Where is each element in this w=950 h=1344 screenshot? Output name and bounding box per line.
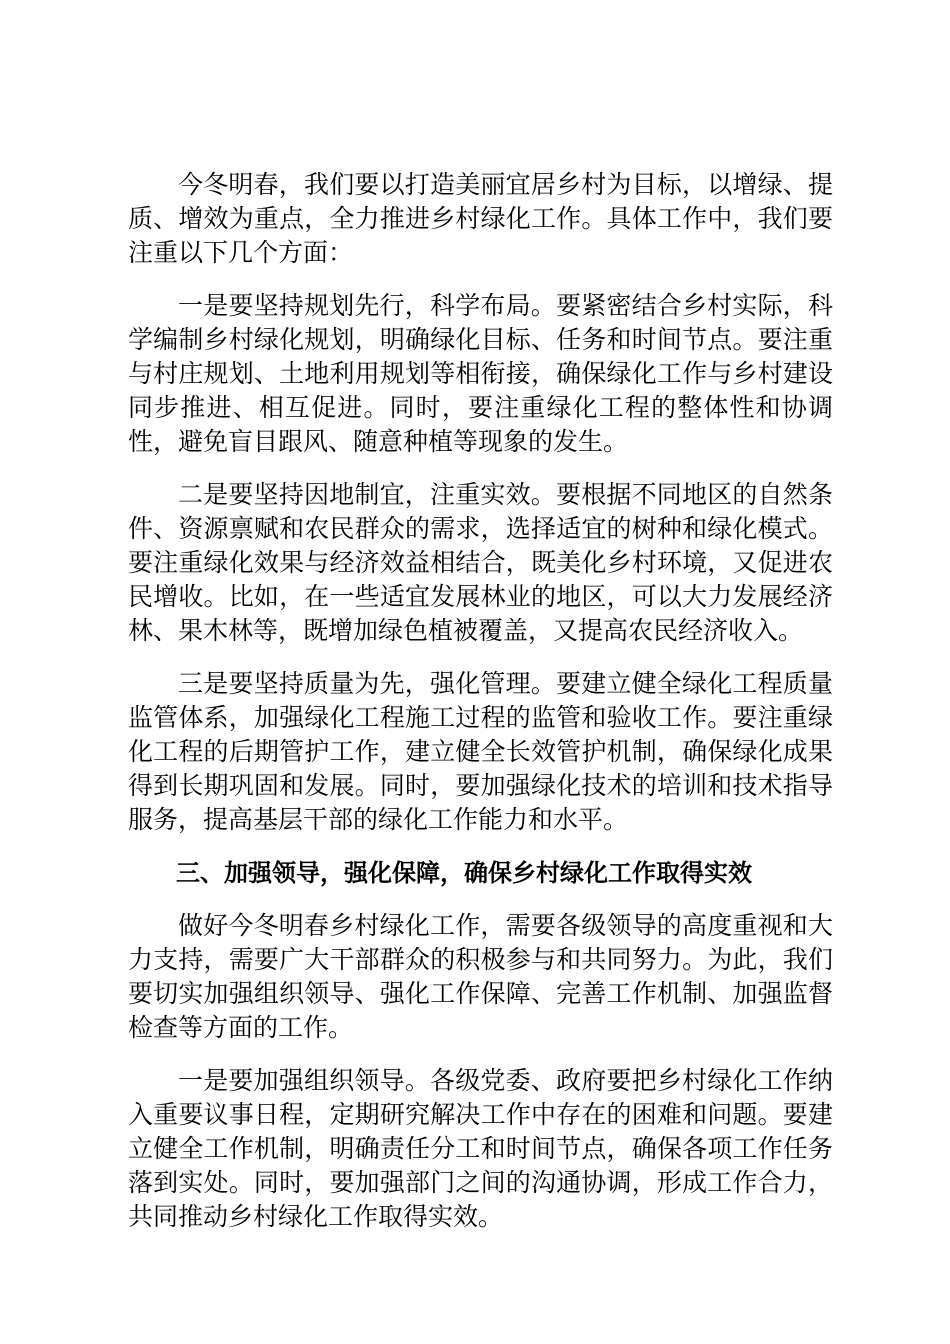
paragraph-intro: 今冬明春，我们要以打造美丽宜居乡村为目标，以增绿、提质、增效为重点，全力推进乡村绿化工作。具体工作中，我们要注重以下几个方面： xyxy=(128,170,833,267)
paragraph-point-1: 一是要坚持规划先行，科学布局。要紧密结合乡村实际，科学编制乡村绿化规划，明确绿化目标、任务和时间节点。要注重与村庄规划、土地利用规划等相衔接，确保绿化工作与乡村建设同步推进、相互促进。同时，要注重绿化工程的整体性和协调性，避免盲目跟风、随意种植等现象的发生。 xyxy=(128,291,833,456)
paragraph-section-intro: 做好今冬明春乡村绿化工作，需要各级领导的高度重视和大力支持，需要广大干部群众的积极参与和共同努力。为此，我们要切实加强组织领导、强化工作保障、完善工作机制、加强监督检查等方面的工作。 xyxy=(128,911,833,1042)
paragraph-section-point-1: 一是要加强组织领导。各级党委、政府要把乡村绿化工作纳入重要议事日程，定期研究解决工作中存在的困难和问题。要建立健全工作机制，明确责任分工和时间节点，确保各项工作任务落到实处。同时，要加强部门之间的沟通协调，形成工作合力，共同推动乡村绿化工作取得实效。 xyxy=(128,1066,833,1231)
section-heading: 三、加强领导，强化保障，确保乡村绿化工作取得实效 xyxy=(176,859,752,887)
paragraph-point-2: 二是要坚持因地制宜，注重实效。要根据不同地区的自然条件、资源禀赋和农民群众的需求，选择适宜的树种和绿化模式。要注重绿化效果与经济效益相结合，既美化乡村环境，又促进农民增收。比如，在一些适宜发展林业的地区，可以大力发展经济林、果木林等，既增加绿色植被覆盖，又提高农民经济收入。 xyxy=(128,480,833,645)
paragraph-point-3: 三是要坚持质量为先，强化管理。要建立健全绿化工程质量监管体系，加强绿化工程施工过程的监管和验收工作。要注重绿化工程的后期管护工作，建立健全长效管护机制，确保绿化成果得到长期巩固和发展。同时，要加强绿化技术的培训和技术指导服务，提高基层干部的绿化工作能力和水平。 xyxy=(128,669,833,834)
document-page xyxy=(128,168,833,1253)
